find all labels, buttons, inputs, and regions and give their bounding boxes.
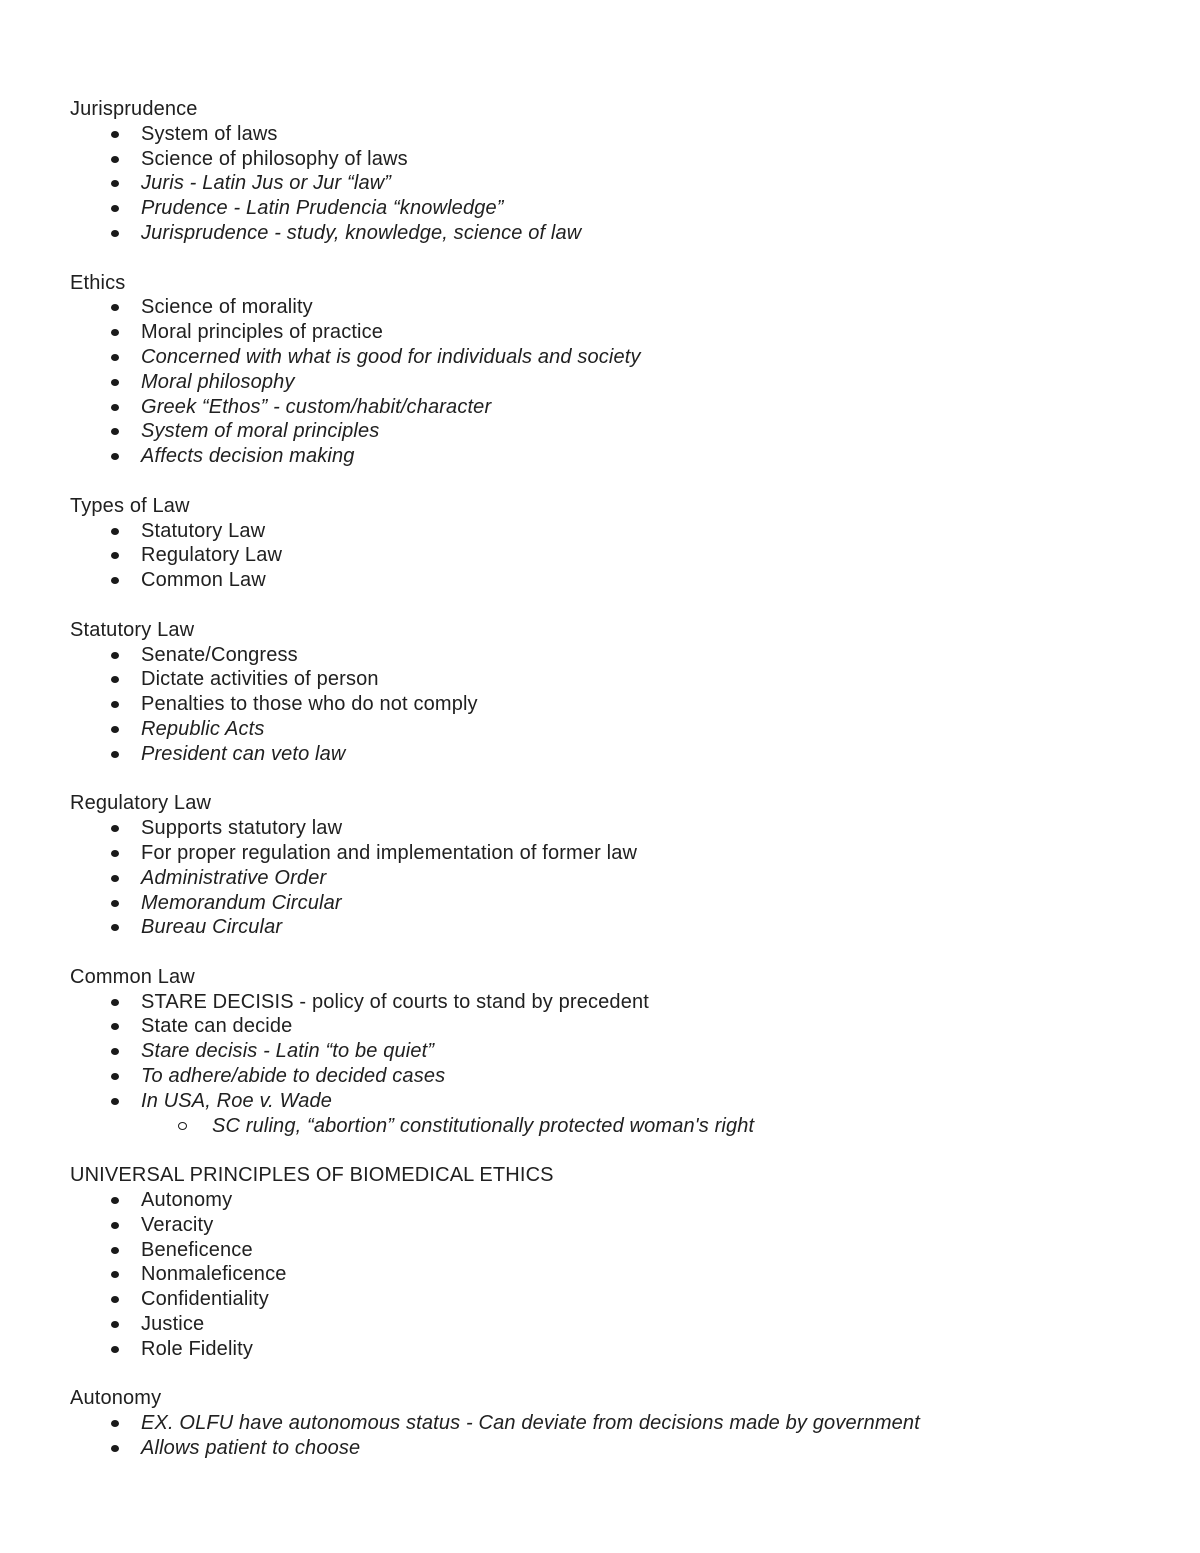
- bullet-list: [70, 643, 1150, 767]
- bullet-icon: [111, 1073, 119, 1080]
- bullet-list: [70, 295, 1150, 469]
- list-item-text: Science of philosophy of laws: [141, 147, 408, 170]
- section-common-law: [70, 965, 1150, 1139]
- bullet-icon: [111, 726, 119, 733]
- list-item: [70, 444, 1150, 469]
- bullet-list: [70, 1411, 1150, 1461]
- list-item-text: Bureau Circular: [141, 916, 283, 939]
- list-item: [70, 519, 1150, 544]
- section-heading: Common Law: [70, 965, 195, 988]
- section-types-of-law: [70, 494, 1150, 593]
- bullet-icon: [111, 1445, 119, 1452]
- bullet-icon: [111, 875, 119, 882]
- bullet-icon: [111, 676, 119, 683]
- bullet-icon: [111, 329, 119, 336]
- list-item-text: Penalties to those who do not comply: [141, 693, 478, 716]
- list-item: [70, 990, 1150, 1015]
- bullet-icon: [111, 180, 119, 187]
- list-item: [70, 1064, 1150, 1089]
- bullet-icon: [111, 354, 119, 361]
- list-item-text: Moral philosophy: [141, 370, 295, 393]
- section-jurisprudence: [70, 97, 1150, 246]
- bullet-icon: [111, 825, 119, 832]
- list-item-text: Jurisprudence - study, knowledge, science of law: [141, 221, 582, 244]
- section-heading: Jurisprudence: [70, 98, 198, 120]
- bullet-icon: [111, 577, 119, 584]
- list-item-text: Juris - Latin Jus or Jur “law”: [141, 172, 392, 195]
- bullet-list: [70, 122, 1150, 246]
- list-item: [70, 419, 1150, 444]
- list-item-text: Regulatory Law: [141, 544, 283, 567]
- list-item-text: Republic Acts: [141, 717, 265, 740]
- list-item: [70, 643, 1150, 668]
- list-item-text: Supports statutory law: [141, 817, 343, 840]
- list-item: [70, 1089, 1150, 1114]
- bullet-icon: [111, 850, 119, 857]
- bullet-icon: [111, 131, 119, 138]
- list-item: [70, 1411, 1150, 1436]
- bullet-list: [70, 519, 1150, 593]
- list-item-text: Autonomy: [141, 1189, 233, 1212]
- list-item: [70, 1188, 1150, 1213]
- list-item: [70, 122, 1150, 147]
- section-regulatory-law: [70, 791, 1150, 940]
- bullet-icon: [111, 230, 119, 237]
- section-heading: Autonomy: [70, 1387, 162, 1410]
- bullet-icon: [111, 404, 119, 411]
- list-item-text: Dictate activities of person: [141, 668, 379, 691]
- list-item-text: System of laws: [141, 122, 278, 145]
- list-item: [70, 345, 1150, 370]
- list-item: [70, 568, 1150, 593]
- list-item-text: Greek “Ethos” - custom/habit/character: [141, 395, 492, 418]
- list-item-text: Confidentiality: [141, 1288, 269, 1311]
- bullet-icon: [111, 1247, 119, 1254]
- list-item: [70, 816, 1150, 841]
- bullet-icon: [111, 701, 119, 708]
- list-item-text: Allows patient to choose: [141, 1437, 361, 1460]
- list-item-text: Affects decision making: [141, 445, 355, 468]
- list-item: [70, 742, 1150, 767]
- bullet-icon: [111, 1346, 119, 1353]
- section-statutory-law: [70, 618, 1150, 767]
- list-item-text: Common Law: [141, 569, 266, 592]
- bullet-icon: [111, 652, 119, 659]
- list-item-text: Science of morality: [141, 296, 313, 319]
- list-item: [70, 1039, 1150, 1064]
- bullet-icon: [111, 924, 119, 931]
- document-body: [70, 97, 1150, 1486]
- list-item-text: System of moral principles: [141, 420, 380, 443]
- list-item: [70, 915, 1150, 940]
- section-heading: Regulatory Law: [70, 792, 212, 815]
- list-item-text: STARE DECISIS - policy of courts to stand by precedent: [141, 990, 649, 1013]
- list-item: [70, 667, 1150, 692]
- bullet-icon: [111, 428, 119, 435]
- list-item: [70, 1238, 1150, 1263]
- list-item: [70, 171, 1150, 196]
- list-item: [70, 1287, 1150, 1312]
- list-item-text: Administrative Order: [141, 866, 327, 889]
- bullet-list: [70, 1188, 1150, 1362]
- list-item-text: State can decide: [141, 1015, 293, 1038]
- section-autonomy: [70, 1386, 1150, 1460]
- list-item-text: Moral principles of practice: [141, 321, 384, 344]
- bullet-icon: [111, 1296, 119, 1303]
- list-item: [70, 1436, 1150, 1461]
- sub-list-item-text: SC ruling, “abortion” constitutionally protected woman's right: [212, 1114, 755, 1137]
- list-item: [70, 1213, 1150, 1238]
- list-item-text: Senate/Congress: [141, 643, 298, 666]
- list-item: [70, 370, 1150, 395]
- list-item: [70, 221, 1150, 246]
- section-heading: Types of Law: [70, 494, 190, 517]
- list-item: [70, 1262, 1150, 1287]
- bullet-icon: [111, 1048, 119, 1055]
- list-item: [70, 295, 1150, 320]
- list-item-text: Concerned with what is good for individuals and society: [141, 345, 641, 368]
- section-heading: Ethics: [70, 271, 126, 294]
- list-item-text: Beneficence: [141, 1238, 253, 1261]
- section-ethics: [70, 271, 1150, 469]
- bullet-list: [70, 816, 1150, 940]
- bullet-icon: [111, 453, 119, 460]
- section-universal-principles-of-biomedical-ethics: [70, 1163, 1150, 1361]
- hollow-bullet-icon: [178, 1122, 187, 1130]
- list-item-text: For proper regulation and implementation of former law: [141, 841, 638, 864]
- list-item: [70, 1312, 1150, 1337]
- bullet-icon: [111, 1098, 119, 1105]
- list-item-text: EX. OLFU have autonomous status - Can deviate from decisions made by government: [141, 1412, 920, 1435]
- list-item: [70, 395, 1150, 420]
- list-item: [70, 841, 1150, 866]
- list-item-text: Nonmaleficence: [141, 1263, 287, 1286]
- sub-list-item: [70, 1114, 1150, 1139]
- bullet-icon: [111, 205, 119, 212]
- bullet-icon: [111, 999, 119, 1006]
- list-item: [70, 147, 1150, 172]
- list-item: [70, 866, 1150, 891]
- bullet-icon: [111, 528, 119, 535]
- list-item: [70, 692, 1150, 717]
- bullet-icon: [111, 156, 119, 163]
- section-heading: UNIVERSAL PRINCIPLES OF BIOMEDICAL ETHICS: [70, 1164, 554, 1187]
- list-item: [70, 1014, 1150, 1039]
- list-item-text: Veracity: [141, 1213, 214, 1236]
- list-item-text: Stare decisis - Latin “to be quiet”: [141, 1040, 435, 1063]
- list-item-text: To adhere/abide to decided cases: [141, 1065, 446, 1088]
- list-item: [70, 891, 1150, 916]
- section-heading: Statutory Law: [70, 618, 195, 641]
- bullet-icon: [111, 379, 119, 386]
- bullet-list: [70, 990, 1150, 1139]
- list-item-text: Justice: [141, 1313, 205, 1336]
- list-item-text: In USA, Roe v. Wade: [141, 1089, 333, 1112]
- bullet-icon: [111, 1222, 119, 1229]
- list-item: [70, 717, 1150, 742]
- bullet-icon: [111, 552, 119, 559]
- list-item-text: Role Fidelity: [141, 1337, 253, 1360]
- list-item-text: Statutory Law: [141, 519, 266, 542]
- list-item: [70, 320, 1150, 345]
- list-item-text: President can veto law: [141, 742, 346, 765]
- list-item: [70, 196, 1150, 221]
- bullet-icon: [111, 1420, 119, 1427]
- bullet-icon: [111, 1023, 119, 1030]
- list-item: [70, 543, 1150, 568]
- list-item-text: Prudence - Latin Prudencia “knowledge”: [141, 197, 504, 220]
- list-item-text: Memorandum Circular: [141, 891, 342, 914]
- bullet-icon: [111, 1321, 119, 1328]
- bullet-icon: [111, 1271, 119, 1278]
- bullet-icon: [111, 900, 119, 907]
- list-item: [70, 1337, 1150, 1362]
- bullet-icon: [111, 751, 119, 758]
- bullet-icon: [111, 1197, 119, 1204]
- bullet-icon: [111, 304, 119, 311]
